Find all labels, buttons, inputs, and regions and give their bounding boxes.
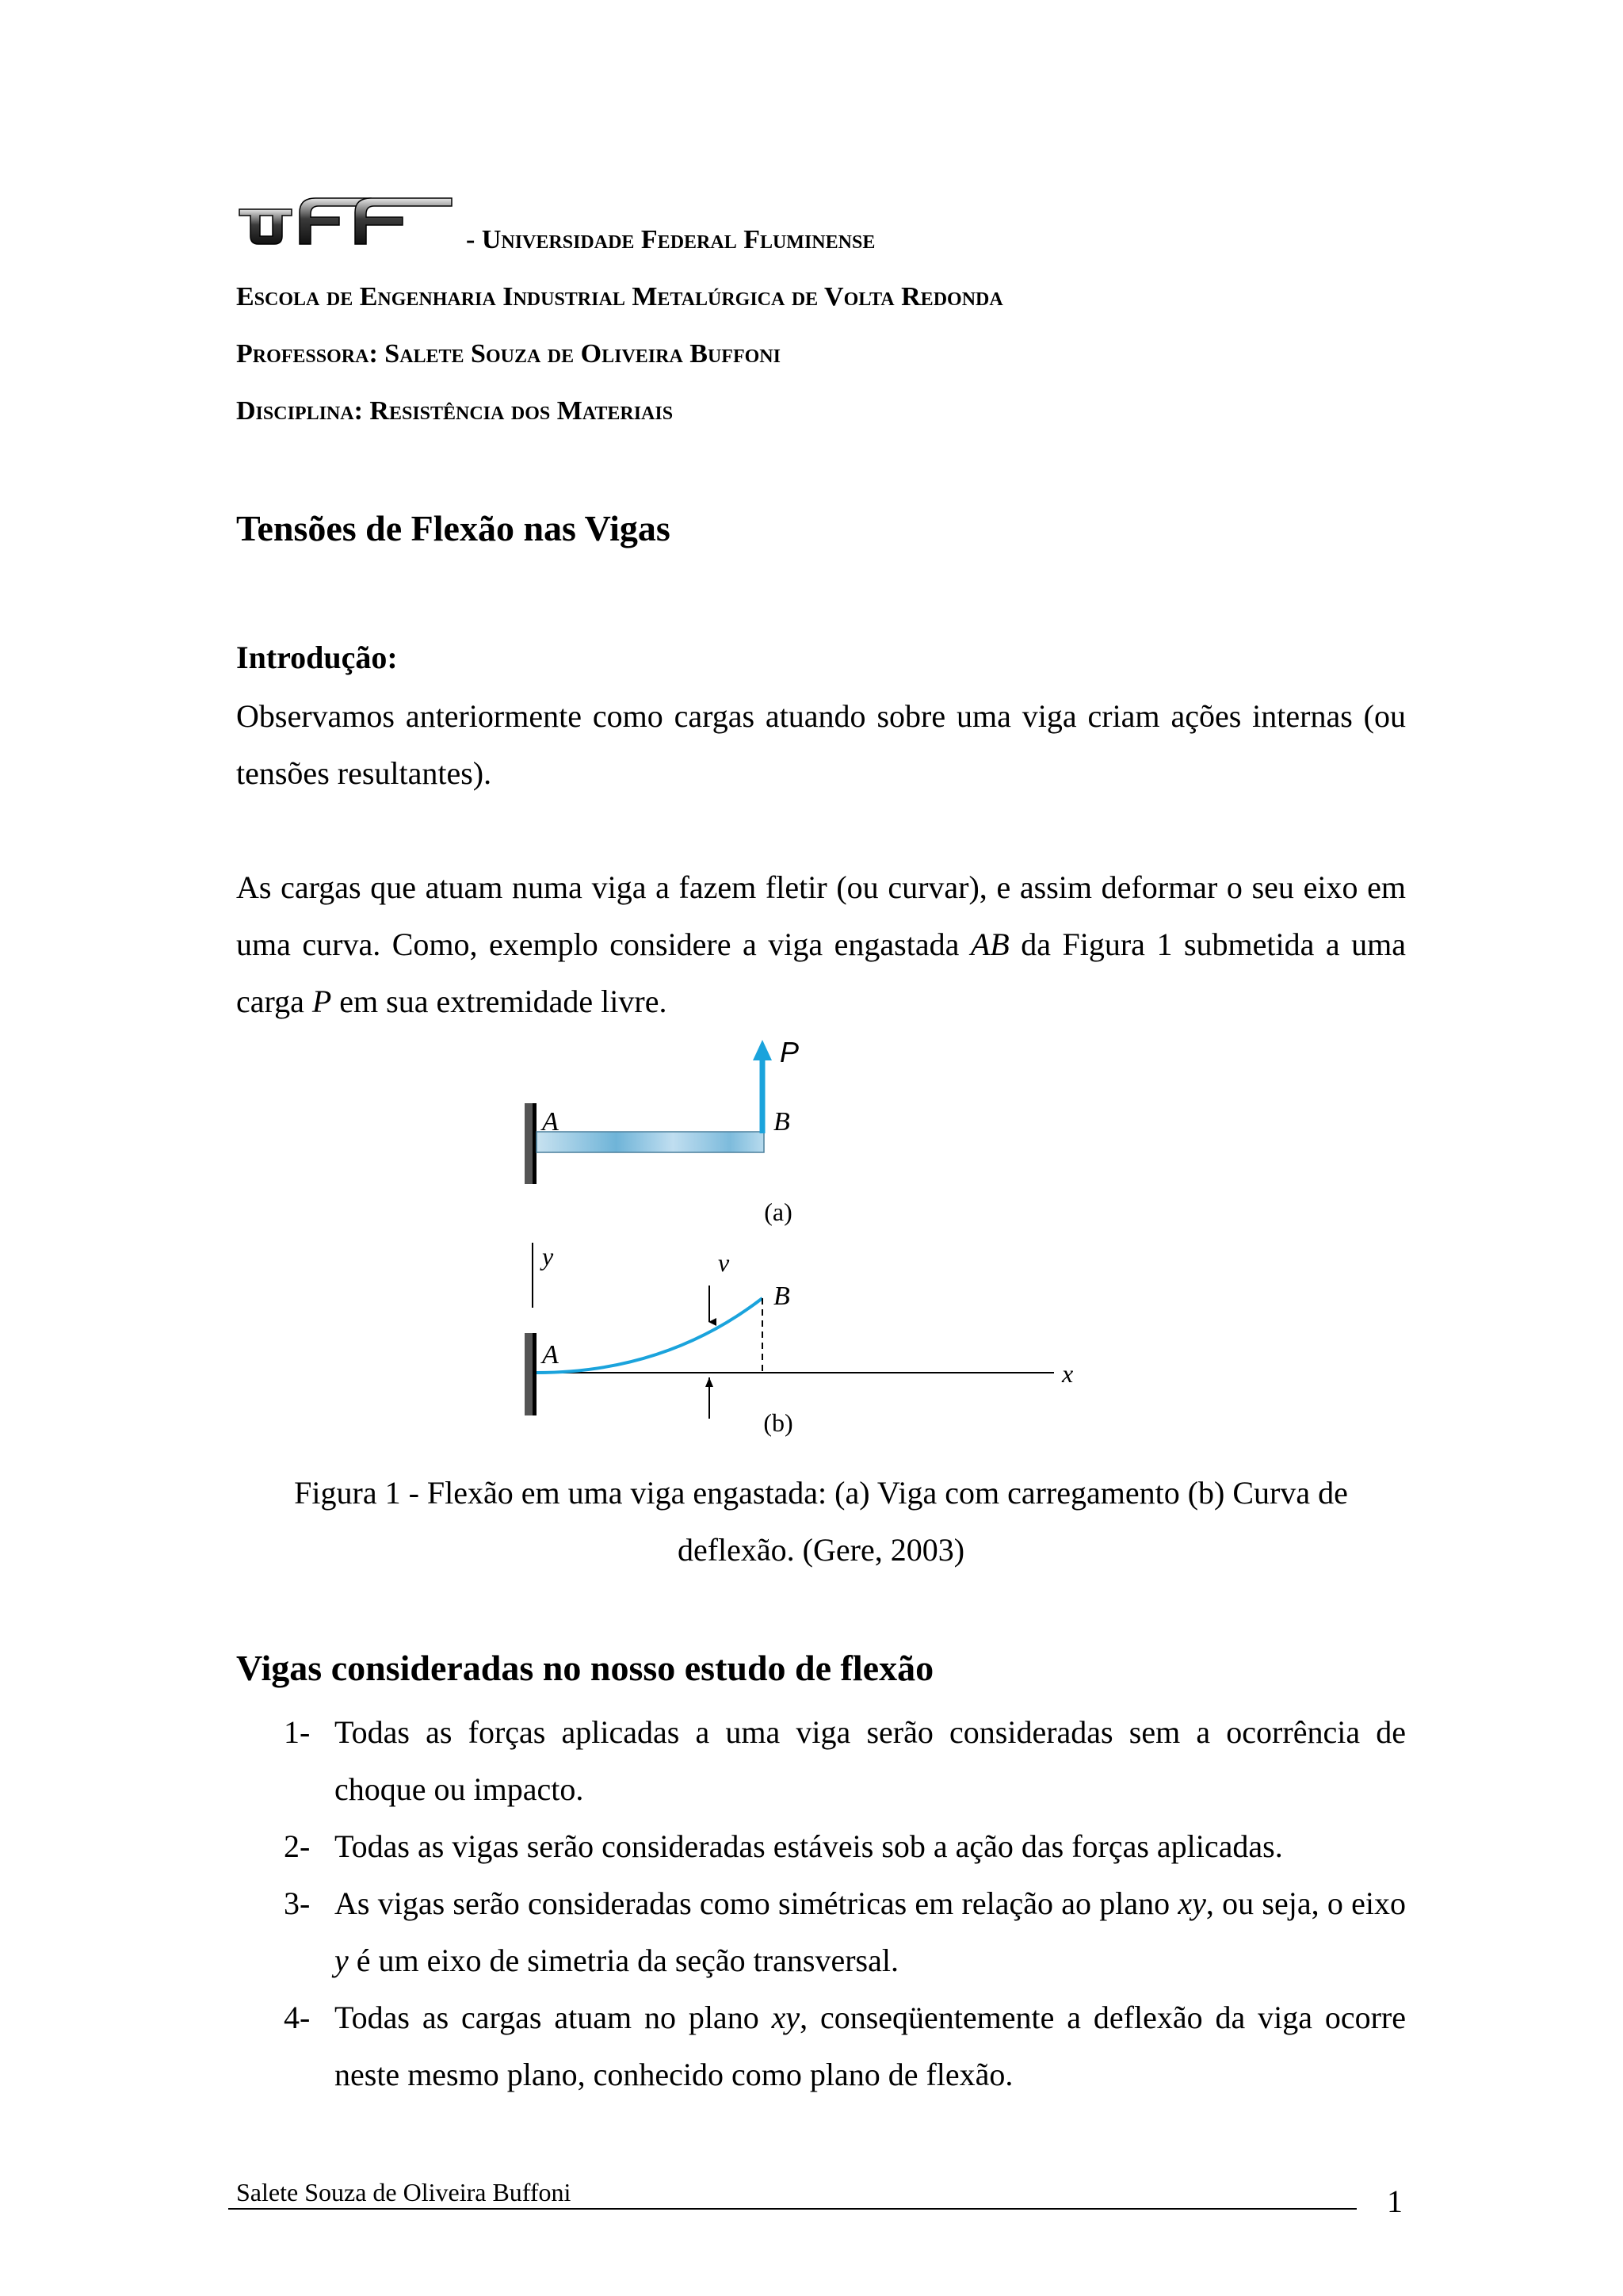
list-item-text: , ou seja, o eixo [1205, 1885, 1406, 1921]
section-title: Vigas consideradas no nosso estudo de flexão [236, 1648, 934, 1688]
v-arrow-bottom-head [705, 1377, 713, 1387]
p2-p: P [311, 984, 332, 1019]
label-a-top: A [542, 1107, 559, 1137]
figure-1-diagram [507, 1030, 1109, 1450]
p2-ab: AB [970, 926, 1010, 962]
list-item-text: Todas as cargas atuam no plano [334, 2000, 772, 2035]
university-name: - Universidade Federal Fluminense [466, 225, 876, 254]
figure-1 [507, 1030, 1109, 1450]
study-conditions-list [236, 1704, 1406, 2103]
list-item-text: Todas as vigas serão consideradas estáveis sob a ação das forças aplicadas. [334, 1828, 1283, 1864]
list-item-text: é um eixo de simetria da seção transversal. [348, 1943, 899, 1978]
wall-support-bottom [525, 1333, 533, 1415]
uff-logo [236, 192, 458, 250]
school-name: Escola de Engenharia Industrial Metalúrgica de Volta Redonda [236, 282, 1003, 311]
list-item-italic-term: y [334, 1943, 349, 1978]
list-item-number: 1- [284, 1714, 311, 1750]
discipline-line: Disciplina: Resistência dos Materiais [236, 396, 674, 426]
p2-text-a: As cargas que atuam numa viga a fazem fletir (ou curvar), e assim deformar o seu eixo em uma curva. Como, exemplo considere a viga engastada [236, 869, 1406, 962]
professor-line: Professora: Salete Souza de Oliveira Buffoni [236, 339, 781, 369]
wall-edge-bottom [533, 1333, 537, 1415]
uff-logo-graphic [236, 192, 458, 250]
label-b-caption: (b) [763, 1408, 793, 1437]
label-b-top: B [773, 1107, 790, 1137]
intro-heading: Introdução: [236, 640, 398, 675]
list-item [236, 1818, 1406, 1875]
label-p: P [780, 1036, 800, 1068]
list-item-number: 3- [284, 1885, 311, 1921]
list-item [236, 1875, 1406, 1989]
intro-paragraph-1: Observamos anteriormente como cargas atuando sobre uma viga criam ações internas (ou tensões resultantes). [236, 698, 1406, 791]
footer-author: Salete Souza de Oliveira Buffoni [236, 2178, 571, 2206]
p2-text-c: em sua extremidade livre. [331, 984, 667, 1019]
page-title: Tensões de Flexão nas Vigas [236, 508, 670, 548]
p2-text-b: da Figura 1 submetida a uma carga [236, 926, 1406, 1019]
label-b-bottom: B [773, 1282, 790, 1311]
load-p-arrowhead [753, 1040, 772, 1060]
label-a-bottom: A [542, 1340, 559, 1370]
label-v: v [718, 1248, 730, 1277]
wall-support-top [525, 1103, 533, 1184]
list-item-text: Todas as forças aplicadas a uma viga serão consideradas sem a ocorrência de choque ou impacto. [334, 1714, 1406, 1807]
list-item-text: As vigas serão consideradas como simétricas em relação ao plano [334, 1885, 1178, 1921]
deflection-curve [537, 1298, 762, 1373]
list-item-number: 4- [284, 2000, 311, 2035]
label-y: y [542, 1242, 554, 1270]
list-item-italic-term: xy [771, 2000, 800, 2035]
beam-ab [537, 1132, 764, 1152]
intro-paragraph-2 [236, 859, 1406, 1030]
list-item-text: , conseqüentemente a deflexão da viga ocorre neste mesmo plano, conhecido como plano de flexão. [334, 2000, 1406, 2092]
list-item [236, 1989, 1406, 2103]
list-item-italic-term: xy [1178, 1885, 1206, 1921]
label-x: x [1062, 1359, 1074, 1388]
footer-rule [228, 2208, 1357, 2210]
list-item-number: 2- [284, 1828, 311, 1864]
page-number: 1 [1387, 2183, 1403, 2219]
list-item [236, 1704, 1406, 1818]
label-a-caption: (a) [764, 1198, 792, 1226]
figure-caption: Figura 1 - Flexão em uma viga engastada: (a) Viga com carregamento (b) Curva de deflexão. (Gere, 2003) [294, 1475, 1348, 1568]
